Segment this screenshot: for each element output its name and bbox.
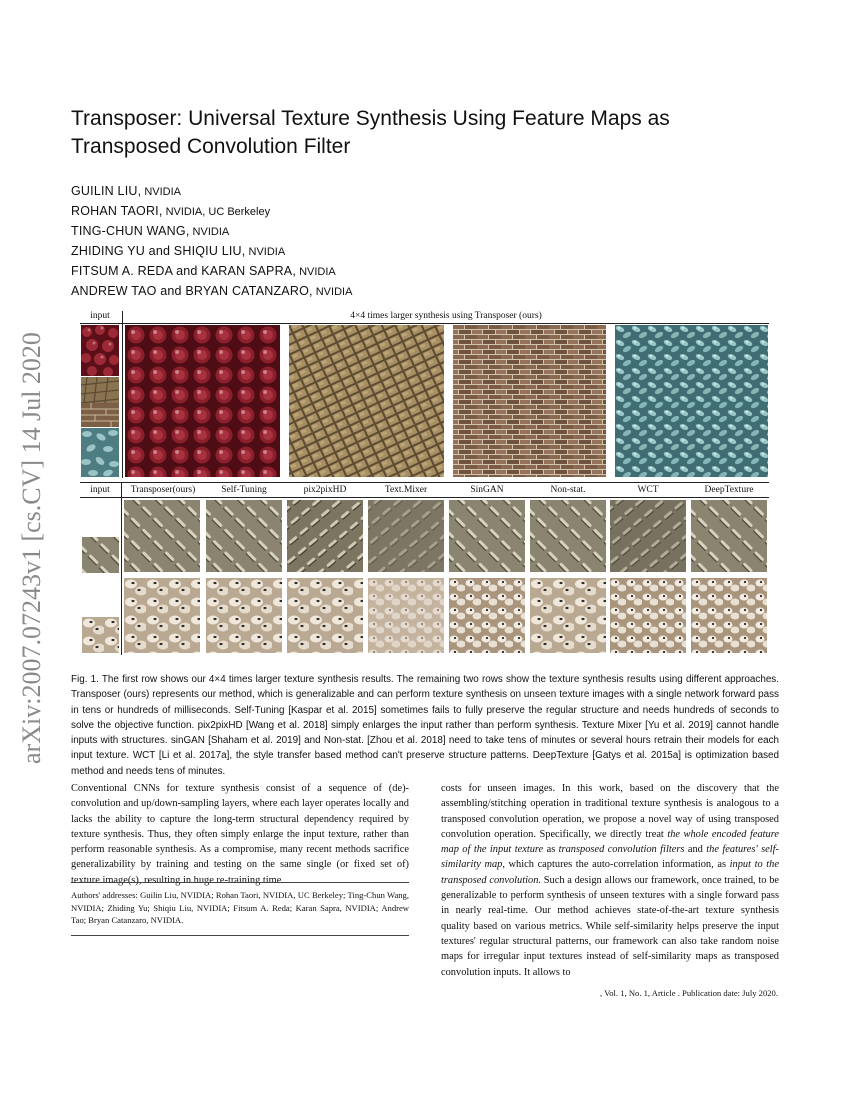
synth-teal-pebbles-texture xyxy=(615,325,768,477)
input-red-gems-texture xyxy=(81,325,119,376)
author-affiliation: NVIDIA xyxy=(189,226,230,238)
input-cobblestone-brick-texture xyxy=(81,377,119,427)
footnote-rule-top xyxy=(71,882,409,883)
metal-result-singan xyxy=(449,500,525,572)
paper-title xyxy=(71,105,771,161)
method-header-wct: WCT xyxy=(637,485,659,495)
method-header-deeptexture: DeepTexture xyxy=(704,485,754,495)
beans-result-singan xyxy=(449,578,525,653)
beans-result-self-tuning xyxy=(206,578,282,653)
compare-top-rule xyxy=(80,482,769,483)
beans-result-texture-mixer xyxy=(368,578,444,653)
author-affiliation: NVIDIA, UC Berkeley xyxy=(162,206,271,218)
author-names: TING-CHUN WANG, xyxy=(71,224,190,238)
method-header-singan: SinGAN xyxy=(470,485,504,495)
body-left-paragraph: Conventional CNNs for texture synthesis consist of a sequence of (de)-convolution and up/down-sampling layers, where each layer operates locally and lacks the ability to capture the long-term structural dependency required by texture synthesis. Thus, they often simply enlarge the input texture, rather than perform reasonable synthesis. As a compromise, many recent methods sacrifice generalizability by training and testing on the same single (or fixed set of) texture image(s), resulting in huge re-training time xyxy=(71,783,409,886)
top-vertical-divider xyxy=(122,311,123,478)
author-affiliation: NVIDIA xyxy=(245,246,286,258)
method-header-self-tuning: Self-Tuning xyxy=(221,485,267,495)
compare-vertical-divider xyxy=(121,483,122,655)
figure-caption: Fig. 1. The first row shows our 4×4 times larger texture synthesis results. The remaining two rows show the texture synthesis results using different approaches. Transposer (ours) represents our method, which is generalizable and can perform texture synthesis on unseen texture images with a single network forward pass in tens or hundreds of milliseconds. Self-Tuning [Kaspar et al. 2015] sometimes fails to fully preserve the regular structure and needs hundreds of seconds to solve the objective function. pix2pixHD [Wang et al. 2018] simply enlarges the input rather than perform synthesis. Texture Mixer [Yu et al. 2019] cannot handle inputs with structures. sinGAN [Shaham et al. 2019] and Non-stat. [Zhou et al. 2018] need to take tens of minutes or several hours retrain their models for each input texture. WCT [Li et al. 2017a], the style transfer based method can't preserve structure patterns. DeepTexture [Gatys et al. 2015a] is optimization based method and needs tens of minutes. xyxy=(71,674,779,777)
body-text-run: as xyxy=(543,844,559,856)
author-names: ROHAN TAORI, xyxy=(71,204,163,218)
body-text-run: , which captures the auto-correlation information, as xyxy=(502,859,730,871)
synth-red-gems-texture xyxy=(125,325,280,477)
compare-input-beans xyxy=(82,617,119,653)
method-header-transposer: Transposer(ours) xyxy=(130,485,196,495)
author-line xyxy=(71,282,352,302)
body-emphasis: transposed convolution filters xyxy=(558,844,685,856)
top-input-label: input xyxy=(90,311,110,321)
metal-result-pix2pixhd xyxy=(287,500,363,572)
metal-result-wct xyxy=(610,500,686,572)
author-list xyxy=(71,182,352,302)
metal-result-texture-mixer xyxy=(368,500,444,572)
authors-address-footnote: Authors' addresses: Guilin Liu, NVIDIA; Rohan Taori, NVIDIA, UC Berkeley; Ting-Chun Wang, NVIDIA; Zhiding Yu; Shiqiu Liu, NVIDIA; Fitsum A. Reda; Karan Sapra, NVIDIA; Andrew Tao; Bryan Catanzaro, NVIDIA. xyxy=(71,890,409,925)
body-emphasis: the whole encoded feature map of the input texture xyxy=(441,828,779,856)
synth-brick-texture xyxy=(453,325,606,477)
metal-result-transposer xyxy=(124,500,200,572)
body-text-run: and xyxy=(684,844,707,856)
input-teal-pebbles-texture xyxy=(81,428,119,477)
beans-result-pix2pixhd xyxy=(287,578,363,653)
publication-info-line: , Vol. 1, No. 1, Article . Publication date: July 2020. xyxy=(600,988,778,998)
author-affiliation: NVIDIA xyxy=(141,186,182,198)
body-text-run: costs for unseen images. In this work, based on the discovery that the assembling/stitching operation in traditional texture synthesis is analogous to a transposed convolution operation, we propose a novel way of using transposed convolution operation. Specifically, we directly treat xyxy=(441,783,779,840)
title-line-2: Transposed Convolution Filter xyxy=(71,135,351,158)
author-affiliation: NVIDIA xyxy=(312,286,353,298)
metal-result-deeptexture xyxy=(691,500,767,572)
method-header-texture-mixer: Text.Mixer xyxy=(384,485,428,495)
beans-result-wct xyxy=(610,578,686,653)
compare-header-rule xyxy=(80,497,769,498)
body-column-left xyxy=(71,781,409,888)
author-line xyxy=(71,222,352,242)
author-names: ZHIDING YU and SHIQIU LIU, xyxy=(71,244,246,258)
title-line-1: Transposer: Universal Texture Synthesis Using Feature Maps as xyxy=(71,107,670,130)
metal-result-self-tuning xyxy=(206,500,282,572)
method-header-non-stat: Non-stat. xyxy=(550,485,586,495)
top-header-rule xyxy=(80,323,769,324)
author-line xyxy=(71,262,352,282)
method-header-pix2pixhd: pix2pixHD xyxy=(303,485,347,495)
body-emphasis: the features' self-similarity map xyxy=(441,844,779,871)
beans-result-non-stat xyxy=(530,578,606,653)
author-line xyxy=(71,202,352,222)
top-row-header: 4×4 times larger synthesis using Transposer (ours) xyxy=(350,311,542,321)
beans-result-transposer xyxy=(124,578,200,653)
method-header-input: input xyxy=(90,485,110,495)
author-names: FITSUM A. REDA and KARAN SAPRA, xyxy=(71,264,297,278)
compare-input-metal-plate xyxy=(82,537,119,573)
footnote-rule-bottom xyxy=(71,935,409,936)
author-line xyxy=(71,242,352,262)
body-text-run: Such a design allows our framework, once trained, to be generalizable to perform synthesis of unseen textures with a single forward pass in nearly real-time. Our method achieves state-of-the-art texture synthesis quality based on various metrics. While self-similarity helps preserve the input textures' regular structural patterns, our framework can also take random noise maps for irregular input textures instead of self-similarity maps as transposed convolution inputs. It allows to xyxy=(441,874,779,978)
author-line xyxy=(71,182,352,202)
author-names: ANDREW TAO and BRYAN CATANZARO, xyxy=(71,284,313,298)
beans-result-deeptexture xyxy=(691,578,767,653)
body-column-right xyxy=(441,781,779,980)
author-names: GUILIN LIU, xyxy=(71,184,142,198)
body-right-paragraph xyxy=(441,781,779,980)
author-affiliation: NVIDIA xyxy=(296,266,336,278)
body-emphasis: input to the transposed convolution. xyxy=(441,859,779,886)
arxiv-identifier-stamp: arXiv:2007.07243v1 [cs.CV] 14 Jul 2020 xyxy=(17,332,46,764)
metal-result-non-stat xyxy=(530,500,606,572)
synth-cobblestone-texture xyxy=(289,325,444,477)
